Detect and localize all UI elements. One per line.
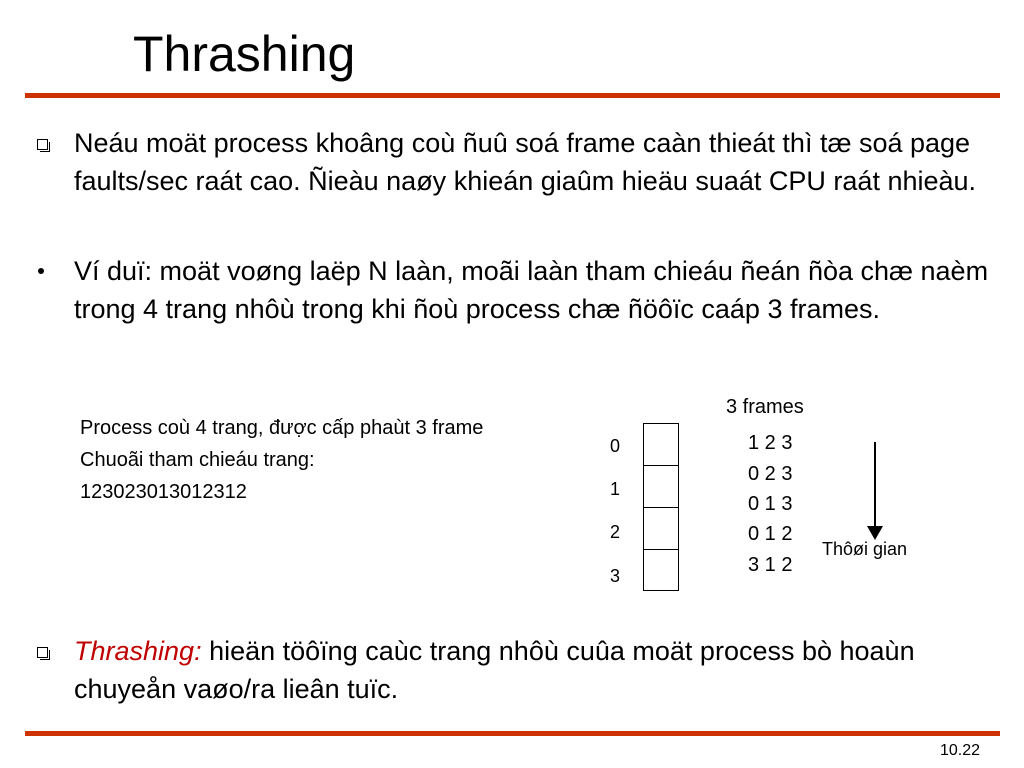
page-number: 10.22 [939,742,980,759]
example-line-2: Chuoãi tham chieáu trang: [80,449,315,471]
frame-state-3: 0 1 3 [748,493,793,515]
frame-state-5: 3 1 2 [748,554,793,576]
frames-box [643,423,679,591]
frame-state-2: 0 2 3 [748,463,793,485]
bullet-1 [30,124,990,200]
page-index-2: 2 [609,522,620,542]
reference-string: 123023013012312 [80,481,247,503]
example-line-1: Process coù 4 trang, được cấp phaùt 3 frame [80,417,484,439]
title-divider [25,93,1000,98]
bullet-2 [30,252,990,328]
frames-label: 3 frames [726,396,804,418]
page-index-1: 1 [609,479,620,499]
dot-bullet-icon [30,252,74,290]
page-index-3: 3 [609,566,620,586]
frame-divider [644,507,678,508]
time-arrow-icon [874,442,876,528]
frame-divider [644,549,678,550]
page-index-0: 0 [609,436,620,456]
frame-divider [644,465,678,466]
bullet-3 [30,632,990,708]
bullet-2-text: Ví duï: moät voøng laëp N laàn, moãi laàn tham chieáu ñeán ñòa chæ naèm trong 4 trang nhôù trong khi ñoù process chæ ñöôïc caáp 3 frames. [74,256,989,324]
slide-title: Thrashing [133,26,356,82]
bullet-3-definition: hieän töôïng caùc trang nhôù cuûa moät process bò hoaùn chuyeån vaøo/ra lieân tuïc. [74,636,915,704]
square-bullet-icon [30,124,74,162]
frame-state-4: 0 1 2 [748,523,793,545]
time-label: Thôøi gian [822,539,908,559]
bullet-1-text: Neáu moät process khoâng coù ñuû soá frame caàn thieát thì tæ soá page faults/sec raát cao. Ñieàu naøy khieán giaûm hieäu suaát CPU raát nhieàu. [74,128,977,196]
frame-state-1: 1 2 3 [748,432,793,454]
square-bullet-icon [30,632,74,670]
thrashing-term: Thrashing: [74,636,202,666]
bullet-3-text [74,632,990,708]
footer-divider [25,731,1000,736]
